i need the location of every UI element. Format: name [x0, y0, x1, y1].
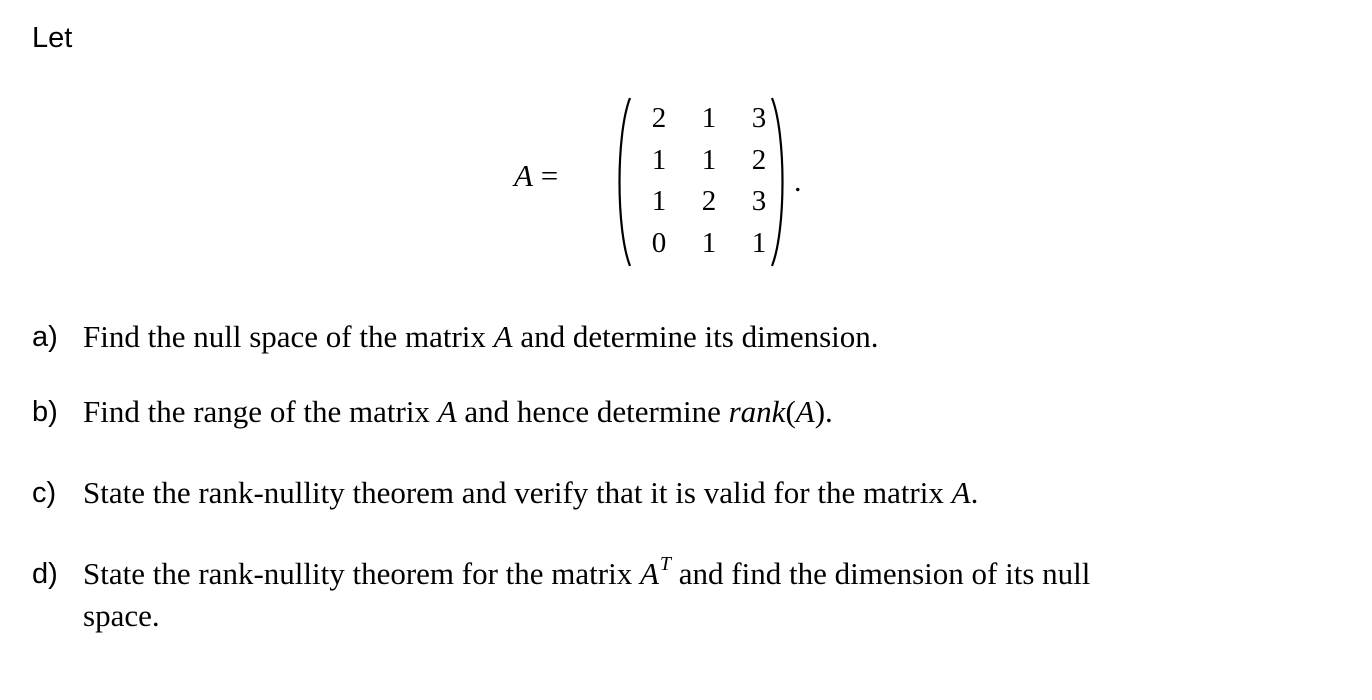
matrix-cell: 1 — [701, 226, 717, 259]
question-text: State the rank-nullity theorem for the matrix $A^T$ and find the dimension of its null — [83, 553, 1091, 591]
equals-sign: = — [540, 158, 559, 193]
matrix-body — [634, 98, 784, 264]
question-label: b) — [32, 396, 58, 428]
math-function: rank — [728, 394, 786, 429]
math-symbol: A — [795, 394, 815, 429]
matrix-cell: 3 — [751, 185, 767, 218]
math-symbol: A — [437, 394, 457, 429]
question-text-continued: space. — [83, 598, 160, 633]
question-label: a) — [32, 321, 58, 353]
matrix-cell: 1 — [701, 143, 717, 176]
matrix-lhs — [514, 158, 558, 194]
matrix-cell: 2 — [751, 143, 767, 176]
math-symbol: A — [951, 475, 971, 510]
math-symbol: A — [493, 319, 513, 354]
matrix-cell: 1 — [751, 226, 767, 259]
question-text: Find the null space of the matrix A and determine its dimension. — [83, 319, 879, 354]
matrix-cell: 3 — [751, 102, 767, 135]
matrix-cell: 2 — [651, 102, 667, 135]
matrix-cell: 2 — [701, 185, 717, 218]
question-label: c) — [32, 477, 57, 509]
matrix-cell: 0 — [651, 226, 667, 259]
intro-text: Let — [32, 22, 73, 54]
matrix-period: . — [794, 165, 802, 198]
matrix-cell: 1 — [651, 185, 667, 218]
matrix-cell: 1 — [651, 143, 667, 176]
transpose-superscript: T — [659, 553, 672, 575]
matrix-cell: 1 — [701, 102, 717, 135]
right-parenthesis — [768, 94, 792, 270]
question-text: State the rank-nullity theorem and verify that it is valid for the matrix A. — [83, 475, 979, 510]
question-label: d) — [32, 558, 58, 590]
question-text: Find the range of the matrix A and hence determine rank(A). — [83, 394, 833, 429]
matrix-symbol: A — [514, 158, 533, 193]
left-parenthesis — [610, 94, 634, 270]
math-symbol: A — [639, 556, 659, 591]
